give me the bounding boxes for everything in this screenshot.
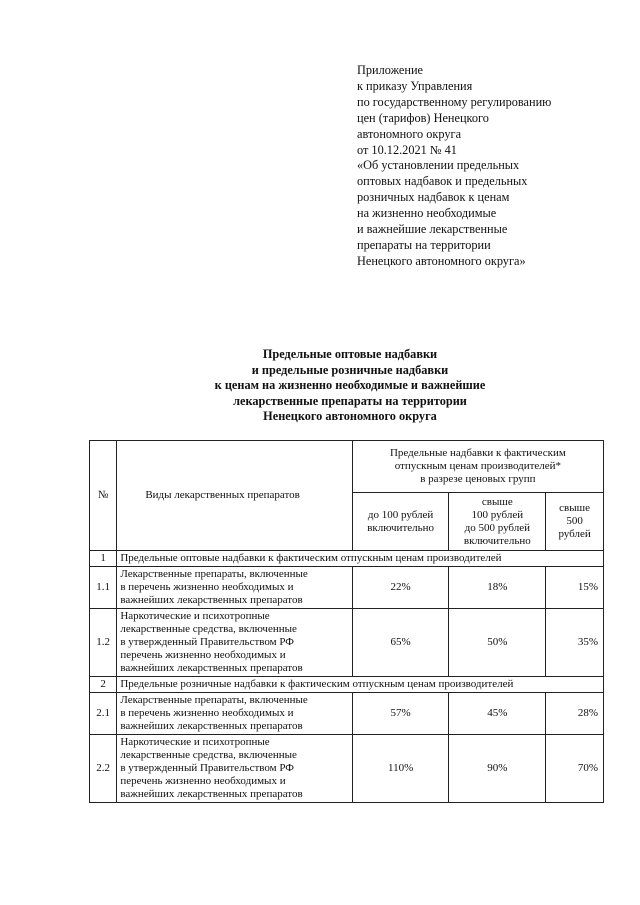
title-line: Предельные оптовые надбавки <box>262 347 438 361</box>
header-col-line: до 100 рублей <box>367 508 434 521</box>
header-col-over-500 <box>546 493 604 551</box>
header-col-100-500 <box>449 493 546 551</box>
appendix-line: «Об установлении предельных <box>357 158 520 173</box>
value-up-to-100: 65% <box>352 609 449 677</box>
table-row <box>90 735 604 803</box>
title-line: лекарственные препараты на территории <box>233 393 467 408</box>
appendix-line: по государственному регулированию <box>357 94 552 109</box>
table-row <box>90 693 604 735</box>
value-over-500: 70% <box>546 735 604 803</box>
row-line: перечень жизненно необходимых и <box>120 775 286 787</box>
header-col-line: 100 рублей <box>471 508 524 521</box>
row-line: Лекарственные препараты, включенные <box>120 568 308 580</box>
table-header-row <box>90 441 604 493</box>
value-up-to-100: 22% <box>352 567 449 609</box>
appendix-line: Приложение <box>357 63 423 77</box>
header-col-line: до 500 рублей <box>464 521 531 534</box>
appendix-line: автономного округа <box>357 126 462 141</box>
header-col-line: свыше <box>481 495 513 508</box>
row-num: 2.2 <box>90 735 117 803</box>
appendix-block <box>357 63 627 270</box>
section-title: Предельные оптовые надбавки к фактическим отпускным ценам производителей <box>117 551 604 567</box>
header-col-line: включительно <box>367 521 435 534</box>
row-num: 1.2 <box>90 609 117 677</box>
header-col-line: 500 <box>566 515 583 527</box>
row-num: 2.1 <box>90 693 117 735</box>
header-group-line: в разрезе ценовых групп <box>420 473 536 485</box>
section-title: Предельные розничные надбавки к фактическим отпускным ценам производителей <box>117 677 604 693</box>
value-100-500: 18% <box>449 567 546 609</box>
section-row <box>90 551 604 567</box>
row-line: в перечень жизненно необходимых и <box>120 707 294 719</box>
title-line: Ненецкого автономного округа <box>263 409 437 424</box>
row-line: Наркотические и психотропные <box>120 610 270 622</box>
title-line: к ценам на жизненно необходимые и важнейшие <box>214 378 486 393</box>
value-up-to-100: 57% <box>352 693 449 735</box>
row-line: лекарственные средства, включенные <box>120 623 297 635</box>
appendix-line: цен (тарифов) Ненецкого <box>357 110 489 125</box>
value-over-500: 35% <box>546 609 604 677</box>
header-col-line: рублей <box>558 528 591 540</box>
row-num: 1.1 <box>90 567 117 609</box>
row-line: Лекарственные препараты, включенные <box>120 694 308 706</box>
title-line: и предельные розничные надбавки <box>251 362 449 377</box>
section-row <box>90 677 604 693</box>
row-description <box>117 693 352 735</box>
row-line: Наркотические и психотропные <box>120 736 270 748</box>
header-num: № <box>90 441 117 551</box>
row-line: важнейших лекарственных препаратов <box>120 788 303 800</box>
row-line: в утвержденный Правительством РФ <box>120 762 295 774</box>
section-num: 2 <box>90 677 117 693</box>
appendix-line: оптовых надбавок и предельных <box>357 174 528 189</box>
section-num: 1 <box>90 551 117 567</box>
row-line: лекарственные средства, включенные <box>120 749 297 761</box>
row-line: важнейших лекарственных препаратов <box>120 662 303 674</box>
appendix-line: к приказу Управления <box>357 78 473 93</box>
document-title <box>110 347 590 425</box>
appendix-line: и важнейшие лекарственные <box>357 222 508 237</box>
row-description <box>117 609 352 677</box>
appendix-line: розничных надбавок к ценам <box>357 190 510 205</box>
header-col-up-to-100 <box>352 493 449 551</box>
row-line: в утвержденный Правительством РФ <box>120 636 295 648</box>
appendix-line: препараты на территории <box>357 237 491 252</box>
value-100-500: 45% <box>449 693 546 735</box>
appendix-line: Ненецкого автономного округа» <box>357 253 526 268</box>
row-line: перечень жизненно необходимых и <box>120 649 286 661</box>
header-group-line: Предельные надбавки к фактическим <box>389 447 566 459</box>
header-price-groups <box>352 441 603 493</box>
header-type: Виды лекарственных препаратов <box>117 441 352 551</box>
value-100-500: 50% <box>449 609 546 677</box>
value-100-500: 90% <box>449 735 546 803</box>
value-over-500: 28% <box>546 693 604 735</box>
header-group-line: отпускным ценам производителей* <box>394 460 562 472</box>
header-col-line: включительно <box>463 534 531 547</box>
row-line: в перечень жизненно необходимых и <box>120 581 294 593</box>
row-description <box>117 567 352 609</box>
row-description <box>117 735 352 803</box>
value-over-500: 15% <box>546 567 604 609</box>
appendix-line: от 10.12.2021 № 41 <box>357 142 457 157</box>
markups-table <box>89 440 604 803</box>
row-line: важнейших лекарственных препаратов <box>120 594 303 606</box>
header-col-line: свыше <box>559 502 590 514</box>
value-up-to-100: 110% <box>352 735 449 803</box>
table-row <box>90 609 604 677</box>
appendix-line: на жизненно необходимые <box>357 206 497 221</box>
row-line: важнейших лекарственных препаратов <box>120 720 303 732</box>
table-row <box>90 567 604 609</box>
